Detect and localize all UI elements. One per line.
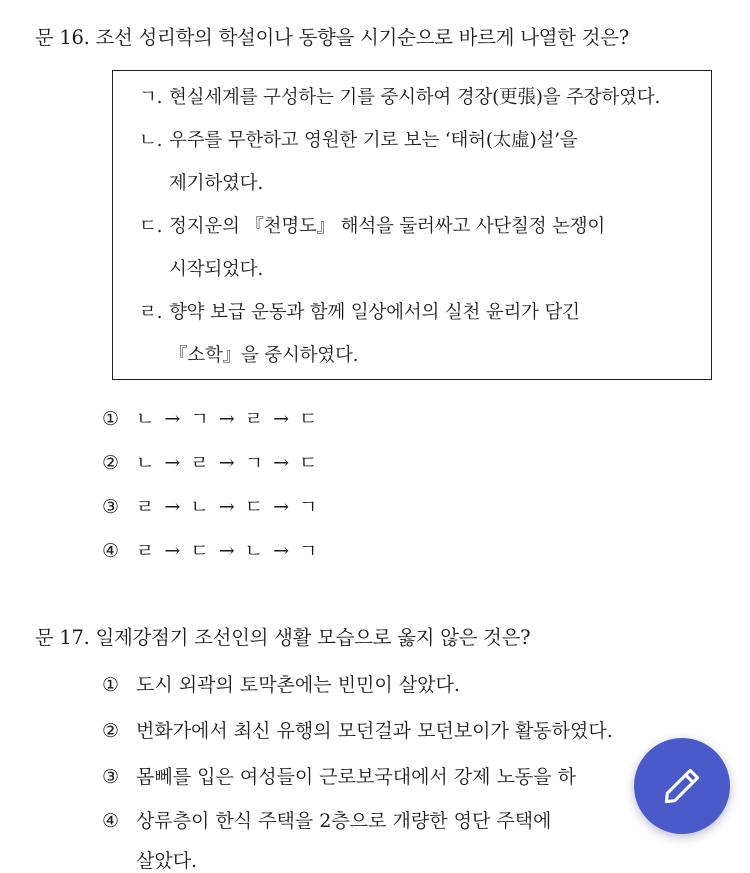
statement-marker: ㄷ. — [139, 216, 163, 237]
statement-text: 우주를 무한하고 영원한 기로 보는 ‘태허(太虛)설’을 — [169, 130, 578, 151]
question-16-heading: 문 16. 조선 성리학의 학설이나 동향을 시기순으로 바르게 나열한 것은? — [35, 26, 629, 49]
statement-marker: ㄱ. — [139, 87, 163, 108]
statement-digeut-continuation: 시작되었다. — [169, 259, 264, 280]
question-17-heading: 문 17. 일제강점기 조선인의 생활 모습으로 옳지 않은 것은? — [35, 626, 531, 649]
q16-choice-2[interactable] — [102, 448, 319, 475]
q17-choice-4[interactable] — [102, 806, 551, 833]
q16-choice-1[interactable] — [102, 404, 319, 431]
statement-nieun-continuation: 제기하였다. — [169, 173, 264, 194]
choice-text: ㄴ → ㄹ → ㄱ → ㄷ — [136, 452, 320, 474]
choice-number: ④ — [102, 810, 120, 832]
statement-marker: ㄹ. — [139, 302, 163, 323]
statement-rieul-continuation: 『소학』을 중시하였다. — [169, 345, 359, 366]
choice-text: ㄴ → ㄱ → ㄹ → ㄷ — [136, 408, 320, 430]
statement-digeut — [139, 212, 605, 238]
q17-choice-2[interactable] — [102, 716, 613, 743]
statement-box — [112, 70, 712, 380]
choice-number: ② — [102, 720, 120, 742]
statement-text: 현실세계를 구성하는 기를 중시하여 경장(更張)을 주장하였다. — [169, 87, 661, 108]
statement-rieul — [139, 298, 580, 324]
statement-marker: ㄴ. — [139, 130, 163, 151]
choice-number: ③ — [102, 496, 120, 518]
choice-number: ③ — [102, 766, 120, 788]
choice-text: ㄹ → ㄷ → ㄴ → ㄱ — [136, 540, 320, 562]
q17-choice-4-continuation: 살았다. — [136, 850, 198, 872]
choice-text: 번화가에서 최신 유행의 모던걸과 모던보이가 활동하였다. — [136, 720, 613, 742]
statement-text: 향약 보급 운동과 함께 일상에서의 실천 윤리가 담긴 — [169, 302, 580, 323]
choice-text: 상류층이 한식 주택을 2층으로 개량한 영단 주택에 — [136, 810, 552, 832]
statement-text: 정지운의 『천명도』 해석을 둘러싸고 사단칠정 논쟁이 — [169, 216, 606, 237]
choice-number: ② — [102, 452, 120, 474]
choice-text: 도시 외곽의 토막촌에는 빈민이 살았다. — [136, 674, 460, 696]
q16-choice-3[interactable] — [102, 492, 319, 519]
choice-text: ㄹ → ㄴ → ㄷ → ㄱ — [136, 496, 320, 518]
statement-nieun — [139, 126, 577, 152]
q17-choice-3[interactable] — [102, 762, 576, 789]
choice-number: ④ — [102, 540, 120, 562]
statement-giyeok — [139, 83, 660, 109]
annotate-fab-button[interactable] — [634, 738, 730, 834]
q17-choice-1[interactable] — [102, 670, 460, 697]
choice-number: ① — [102, 674, 120, 696]
q16-choice-4[interactable] — [102, 536, 319, 563]
pencil-icon — [660, 764, 704, 808]
choice-text: 몸뻬를 입은 여성들이 근로보국대에서 강제 노동을 하 — [136, 766, 577, 788]
choice-number: ① — [102, 408, 120, 430]
